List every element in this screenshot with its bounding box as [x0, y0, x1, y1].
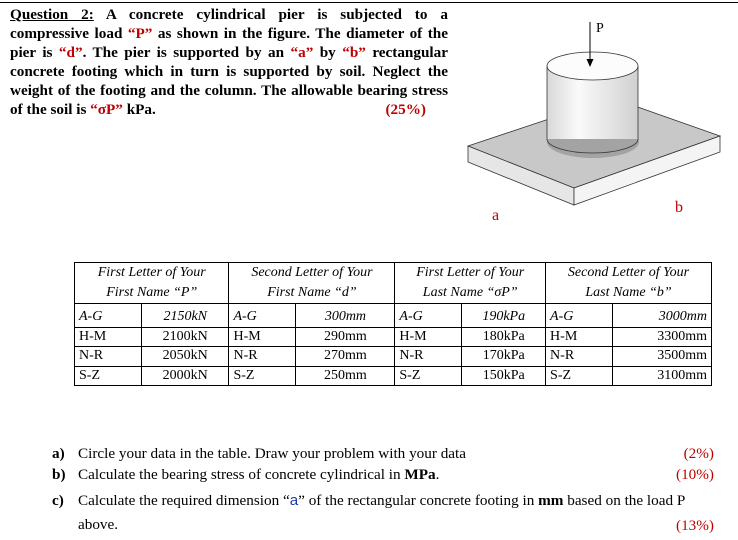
dimension-b-label: b [675, 199, 683, 216]
b-symbol: “b” [342, 44, 366, 61]
header-cell-b: Second Letter of Your Last Name “b” [546, 263, 712, 304]
question-text-2: as shown in the figure. The diameter of the pier is [10, 25, 448, 61]
part-a-percent: (2%) [683, 445, 714, 462]
question-text-3: . The pier is supported by an [82, 44, 291, 61]
data-table [74, 262, 712, 386]
question-percent: (25%) [385, 101, 426, 118]
table-row: N-R 2050kN N-R 270mm N-R 170kPa N-R 3500mm [75, 347, 712, 367]
header-cell-p: First Letter of Your First Name “P” [75, 263, 229, 304]
load-symbol: “P” [127, 25, 153, 42]
question-text-5: rectangular concrete footing which in turn is supported by soil. Neglect the weight of the footing and the column. The allowable bearing stress of the soil is [10, 44, 448, 118]
table-row: H-M 2100kN H-M 290mm H-M 180kPa H-M 3300mm [75, 327, 712, 347]
table-row: A-G 2150kN A-G 300mm A-G 190kPa A-G 3000mm [75, 304, 712, 328]
part-a-label: a) [52, 445, 65, 462]
top-rule [0, 2, 738, 3]
question-text-4: by [313, 44, 343, 61]
part-a-text: Circle your data in the table. Draw your problem with your data [78, 445, 467, 462]
table-header-row [75, 263, 712, 304]
question-text-1: A concrete cylindrical pier is subjected to a compressive load [10, 6, 448, 42]
a-symbol: “a” [290, 44, 314, 61]
part-c-text: Calculate the required dimension “a” of the rectangular concrete footing in mm based on the load P [78, 492, 686, 509]
part-b-text: Calculate the bearing stress of concrete cylindrical in MPa. [78, 466, 440, 483]
part-b-percent: (10%) [676, 466, 714, 483]
question-paragraph [10, 5, 448, 119]
load-arrow [587, 22, 594, 67]
sigma-symbol: “σP” [90, 101, 123, 118]
diameter-symbol: “d” [58, 44, 83, 61]
part-b-label: b) [52, 466, 66, 483]
pier [547, 52, 638, 153]
part-c-percent: (13%) [676, 517, 714, 534]
header-cell-d: Second Letter of Your First Name “d” [229, 263, 395, 304]
question-heading: Question 2: [10, 6, 94, 23]
part-c-continuation: above. [78, 516, 119, 533]
table-row: S-Z 2000kN S-Z 250mm S-Z 150kPa S-Z 3100mm [75, 366, 712, 386]
dimension-a-label: a [492, 207, 500, 224]
question-text-6: kPa. [122, 101, 156, 118]
header-cell-sigma: First Letter of Your Last Name “σP” [395, 263, 546, 304]
pier-footing-figure [440, 4, 736, 244]
load-label: P [596, 21, 604, 36]
part-c-label: c) [52, 492, 64, 509]
